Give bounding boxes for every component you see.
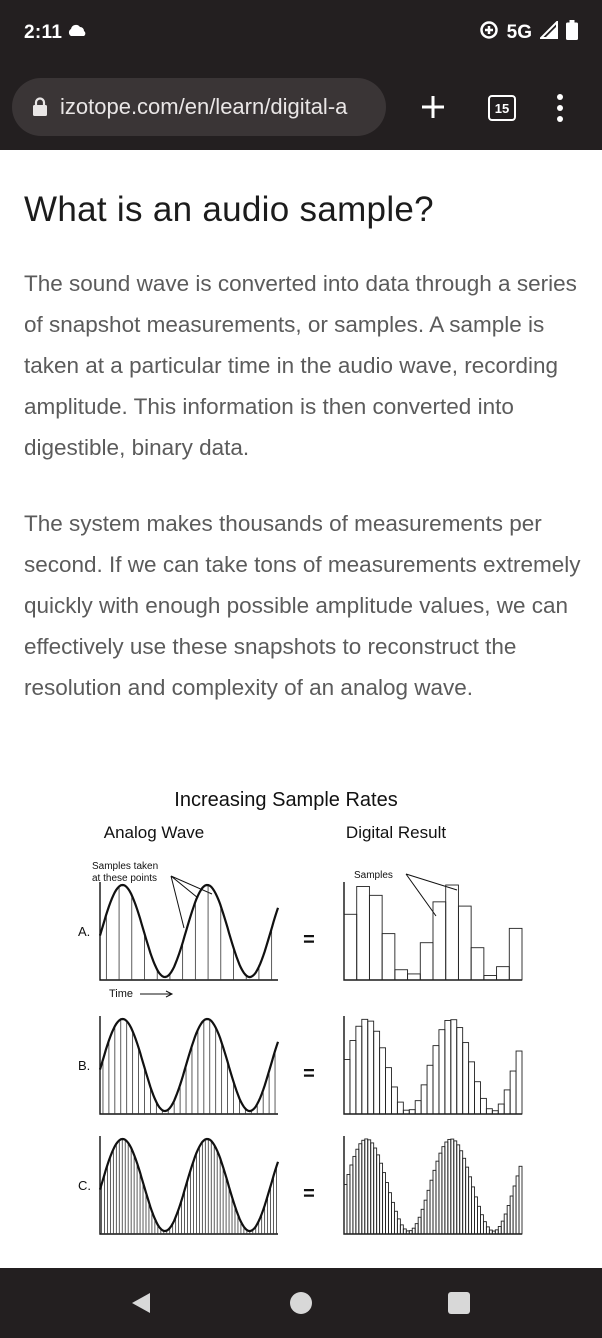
- status-icons: [479, 20, 578, 46]
- more-vert-icon: [557, 94, 563, 100]
- digital-sample-bar: [519, 1166, 522, 1234]
- digital-sample-bar: [433, 902, 446, 980]
- time-label: Time: [109, 988, 134, 1000]
- digital-sample-bar: [356, 1026, 362, 1114]
- url-text: izotope.com/en/learn/digital-a: [60, 94, 348, 119]
- article-paragraph-2: The system makes thousands of measurements per second. If we can take tons of measurements extremely quickly with enough possible amplitude values, we can effectively use these snapshots to reconstruct the resolution and complexity of an analog wave.: [24, 511, 581, 700]
- more-options-button[interactable]: [546, 88, 574, 128]
- new-tab-button[interactable]: [414, 88, 452, 126]
- annotation-at-these-points: at these points: [92, 873, 158, 884]
- signal-icon: [540, 21, 558, 45]
- address-bar[interactable]: [12, 78, 386, 136]
- digital-sample-bar: [463, 1043, 469, 1114]
- digital-sample-bar: [386, 1068, 392, 1114]
- browser-top-bar: [0, 0, 602, 150]
- digital-sample-bar: [457, 1028, 463, 1114]
- network-type: 5G: [506, 22, 532, 43]
- digital-sample-bar: [509, 928, 522, 980]
- digital-sample-bar: [446, 885, 459, 980]
- digital-sample-bar: [344, 1059, 350, 1114]
- digital-sample-bar: [397, 1102, 403, 1114]
- digital-sample-bar: [369, 895, 382, 980]
- annotation-arrows-left: [171, 876, 212, 928]
- digital-sample-bar: [421, 1085, 427, 1114]
- sample-row: [78, 1016, 522, 1114]
- data-saver-icon: [479, 20, 499, 46]
- digital-sample-bar: [362, 1019, 368, 1114]
- digital-sample-bar: [395, 970, 408, 980]
- row-label: A.: [78, 924, 91, 939]
- analog-wave: [100, 885, 278, 977]
- analog-wave-label: Analog Wave: [103, 823, 205, 842]
- digital-sample-bar: [486, 1109, 492, 1114]
- equals-sign: =: [303, 1183, 315, 1205]
- figure-title: Increasing Sample Rates: [174, 789, 398, 811]
- analog-axes: [100, 1136, 278, 1234]
- row-label: B.: [78, 1058, 91, 1073]
- digital-sample-bar: [445, 1020, 451, 1114]
- annotation-arrows-right: [406, 874, 457, 916]
- digital-sample-bar: [433, 1046, 439, 1114]
- equals-sign: =: [303, 1063, 315, 1085]
- annotation-samples-taken: Samples taken: [92, 861, 159, 872]
- analog-axes: [100, 882, 278, 980]
- tab-count: 15: [488, 95, 516, 121]
- annotation-samples: Samples: [354, 870, 393, 881]
- digital-sample-bar: [391, 1087, 397, 1114]
- digital-sample-bar: [451, 1020, 457, 1114]
- sample-row: [78, 1136, 522, 1234]
- digital-sample-bar: [382, 934, 395, 980]
- equals-sign: =: [303, 929, 315, 951]
- digital-sample-bar: [357, 886, 370, 980]
- digital-sample-bar: [350, 1041, 356, 1114]
- digital-sample-bar: [475, 1082, 481, 1114]
- cloud-icon: [66, 24, 88, 43]
- digital-sample-bar: [344, 914, 357, 980]
- digital-sample-bar: [439, 1030, 445, 1114]
- digital-sample-bar: [368, 1021, 374, 1114]
- digital-sample-bar: [380, 1048, 386, 1114]
- digital-sample-bar: [510, 1071, 516, 1114]
- sample-row: [78, 882, 522, 980]
- home-button[interactable]: [290, 1292, 312, 1314]
- recents-button[interactable]: [448, 1292, 470, 1314]
- digital-result-label: Digital Result: [345, 823, 447, 842]
- sample-rate-figure: [66, 780, 546, 1250]
- digital-sample-bar: [458, 906, 471, 980]
- digital-sample-bar: [374, 1031, 380, 1114]
- digital-sample-bar: [471, 948, 484, 980]
- row-label: C.: [78, 1178, 91, 1193]
- digital-sample-bar: [480, 1098, 486, 1114]
- tab-switcher-button[interactable]: [484, 90, 520, 126]
- plus-icon: [420, 94, 446, 120]
- back-icon[interactable]: [128, 1290, 154, 1316]
- digital-sample-bar: [427, 1065, 433, 1114]
- analog-wave: [100, 1139, 278, 1231]
- digital-sample-bar: [504, 1090, 510, 1114]
- digital-sample-bar: [415, 1101, 421, 1114]
- digital-sample-bar: [497, 967, 510, 980]
- article-paragraph-1: The sound wave is converted into data through a series of snapshot measurements, or samples. A sample is taken at a particular time in the audio wave, recording amplitude. This information is then converted into digestible, binary data.: [24, 271, 577, 460]
- time-arrow: [140, 991, 172, 997]
- battery-icon: [566, 20, 578, 46]
- digital-sample-bar: [408, 974, 421, 980]
- digital-sample-bar: [516, 1051, 522, 1114]
- article-heading: What is an audio sample?: [24, 190, 434, 229]
- digital-sample-bar: [469, 1062, 475, 1114]
- digital-sample-bar: [420, 943, 433, 980]
- lock-icon: [32, 97, 48, 117]
- digital-sample-bar: [498, 1104, 504, 1114]
- status-time: 2:11: [24, 22, 63, 43]
